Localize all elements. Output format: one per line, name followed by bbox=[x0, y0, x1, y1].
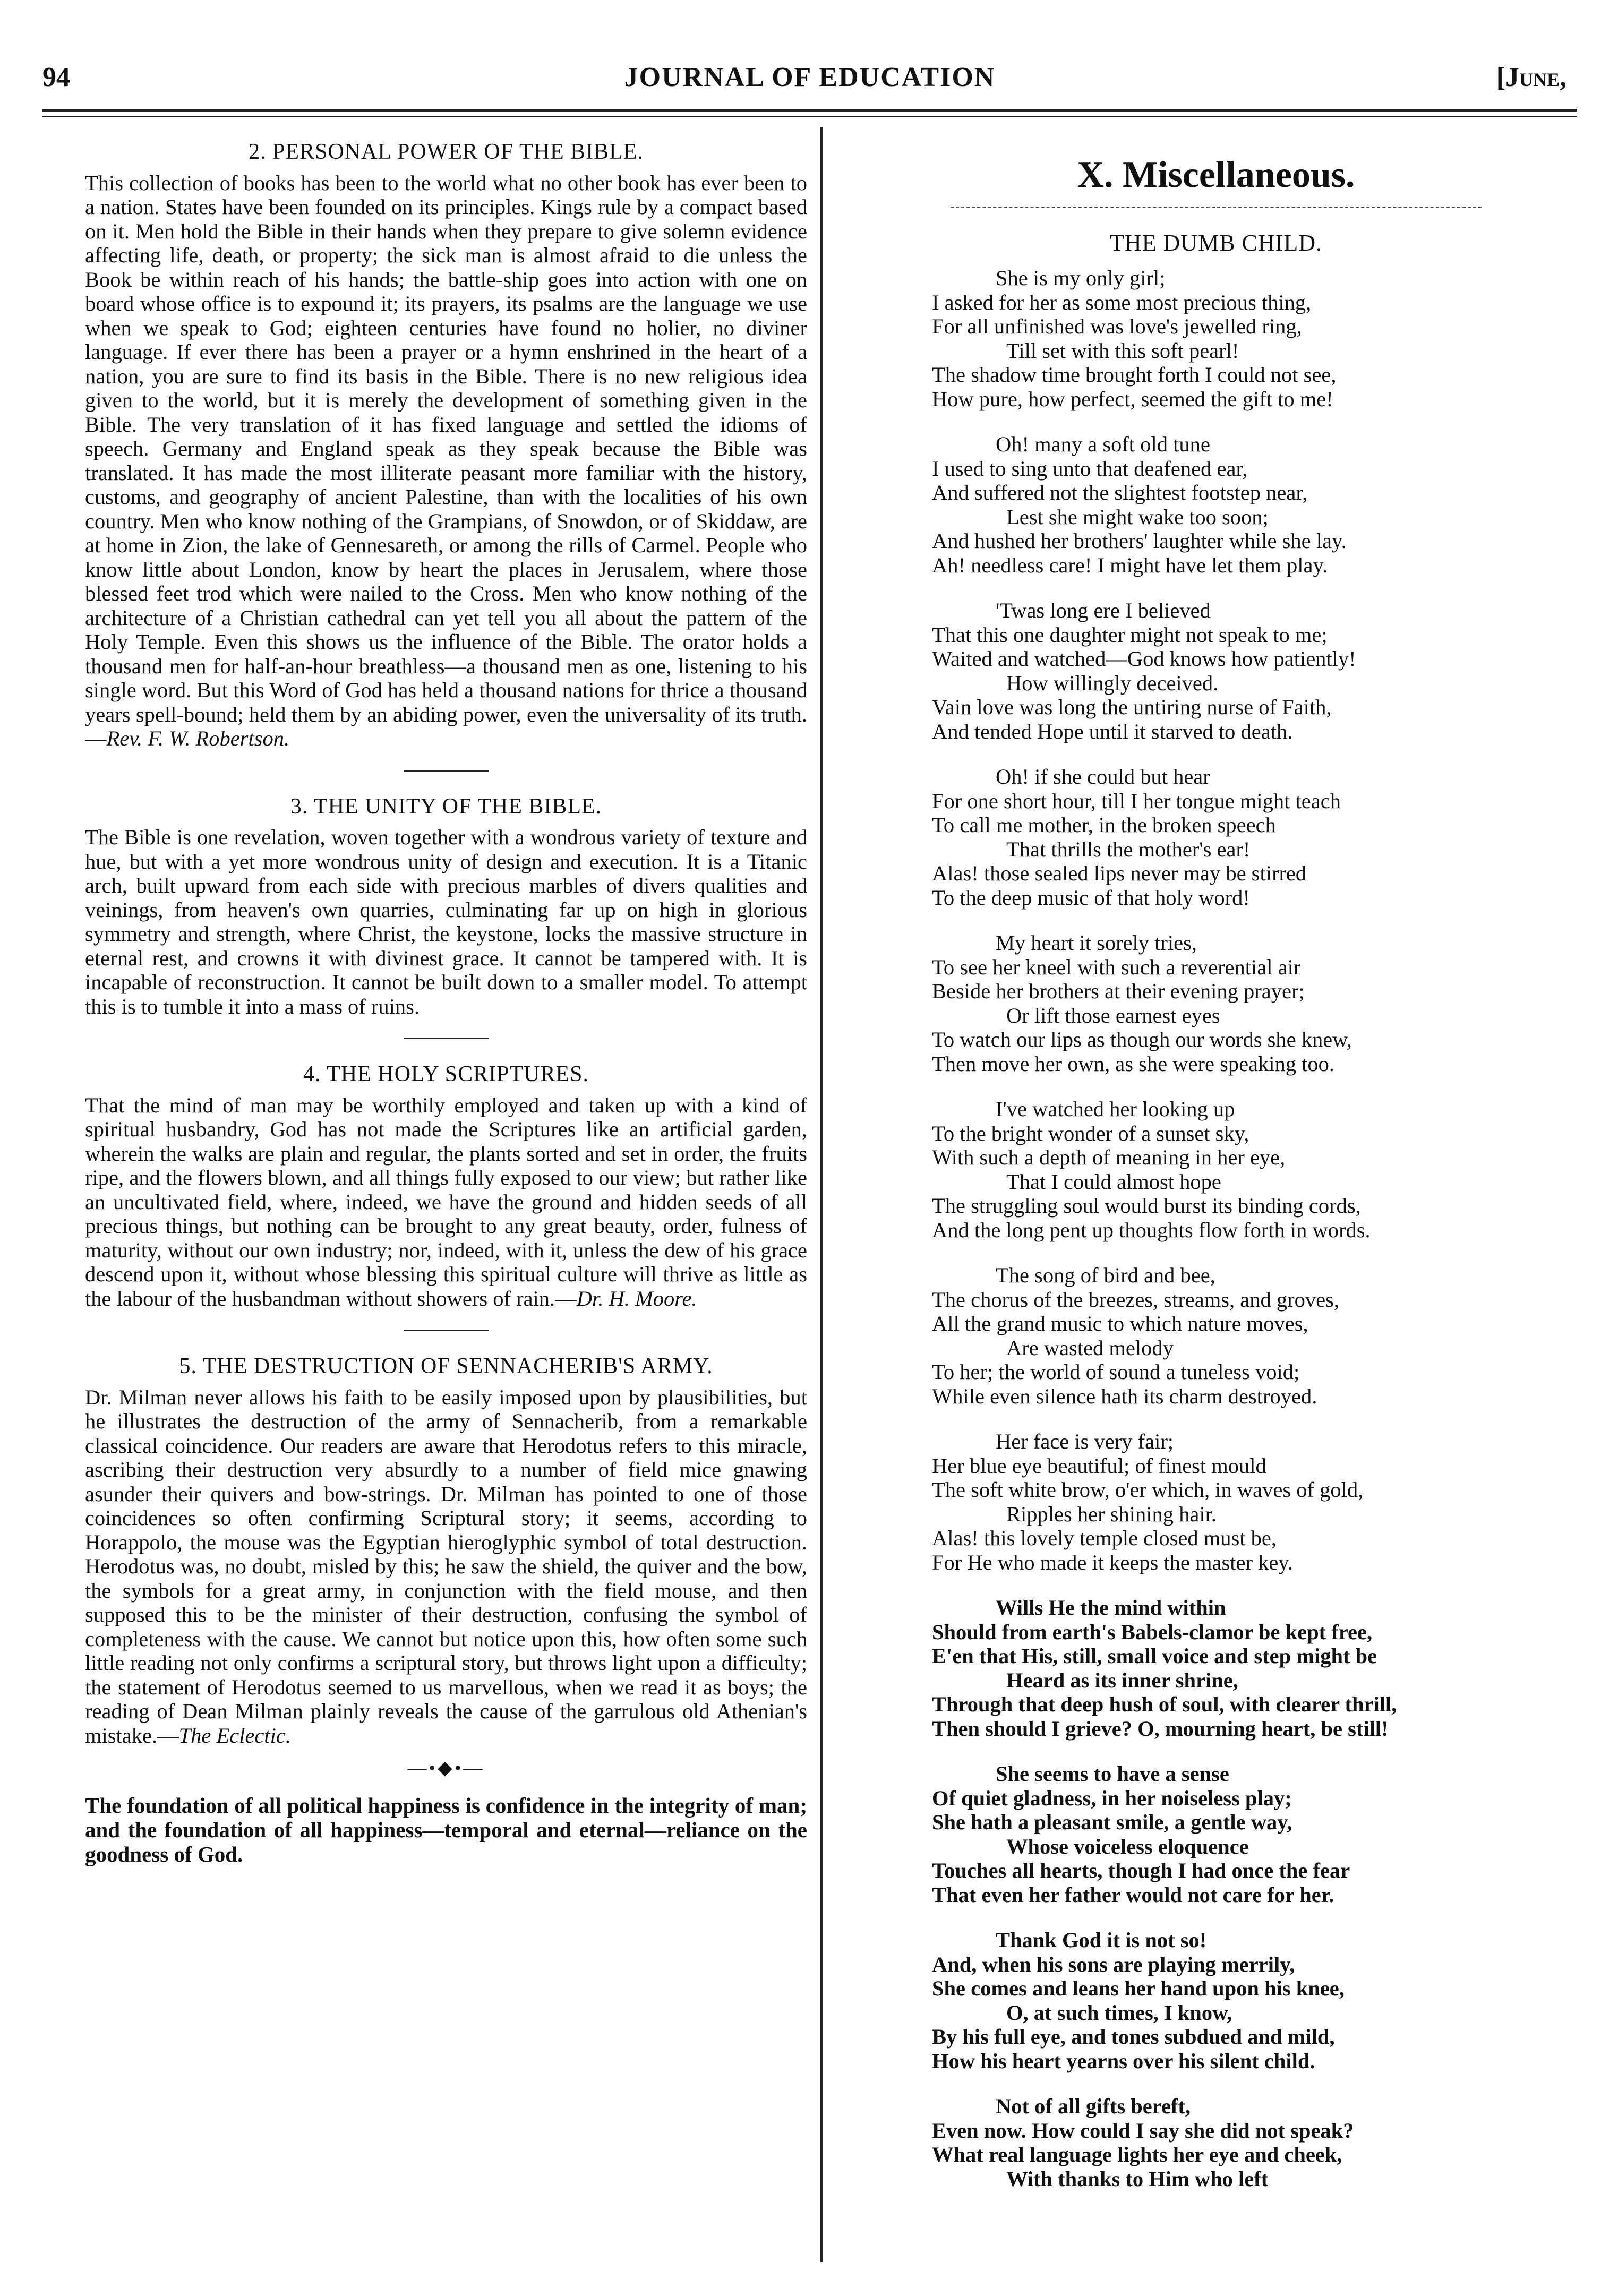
poem-line: Beside her brothers at their evening prayer; bbox=[932, 979, 1305, 1003]
poem-line: How his heart yearns over his silent child. bbox=[932, 2049, 1315, 2073]
section-separator bbox=[404, 1330, 489, 1331]
closing-maxim: The foundation of all political happiness is confidence in the integrity of man; and the foundation of all happiness—temporal and eternal—reliance on the goodness of God. bbox=[85, 1793, 807, 1866]
poem-line: 'Twas long ere I believed bbox=[996, 598, 1211, 622]
poem-line: Should from earth's Babels-clamor be kept free, bbox=[932, 1620, 1373, 1644]
poem-line: All the grand music to which nature moves, bbox=[932, 1312, 1308, 1335]
poem-stanza bbox=[932, 1097, 1582, 1242]
poem-line: Even now. How could I say she did not speak? bbox=[932, 2118, 1354, 2143]
section-body: That the mind of man may be worthily employed and taken up with a kind of spiritual husbandry, God has not made the Scriptures like an artificial garden, wherein the walks are plain and regular, the plants sorted and set in order, the fruits ripe, and the flowers blown, and all things fully exposed to our view; but rather like an uncultivated field, where, indeed, we have the ground and hidden seeds of all precious things, but nothing can be brought to any great beauty, order, fulness of maturity, without our own industry; nor, indeed, with it, unless the dew of his grace descend upon it, without whose blessing this spiritual culture will thrive as little as the labour of the husbandman without showers of rain.—Dr. H. Moore. bbox=[85, 1093, 807, 1310]
poem-line: That even her father would not care for her. bbox=[932, 1882, 1334, 1907]
poem-line: Or lift those earnest eyes bbox=[1006, 1003, 1220, 1027]
miscellaneous-heading: X. Miscellaneous. bbox=[1077, 155, 1355, 195]
section-body: Dr. Milman never allows his faith to be easily imposed upon by plausibilities, but he illustrates the destruction of the army of Sennacherib, from a remarkable classical coincidence. Our readers are aware that Herodotus refers to this miracle, ascribing their destruction very absurdly to a number of field mice gnawing asunder their quivers and bow-strings. Dr. Milman has pointed to one of those coincidences so often confirming Scriptural story; it seems, according to Horappolo, the mouse was the Egyptian hieroglyphic symbol of total destruction. Herodotus was, no doubt, misled by this; he saw the shield, the quiver and the bow, the symbols for a great army, in conjunction with the field mouse, and then supposed this to be the minister of their destruction, confusing the symbol of completeness with the cause. We cannot but notice upon this, how often some such little reading not only confirms a scriptural story, but throws light upon a difficulty; the statement of Herodotus seemed to us marvellous, when we read it as boys; the reading of Dean Milman plainly reveals the cause of the garrulous old Athenian's mistake.—The Eclectic. bbox=[85, 1385, 807, 1747]
poem-line: I used to sing unto that deafened ear, bbox=[932, 456, 1248, 481]
poem-title: THE DUMB CHILD. bbox=[1110, 230, 1322, 256]
poem-line: Oh! many a soft old tune bbox=[996, 432, 1210, 456]
poem-line: Alas! those sealed lips never may be stirred bbox=[932, 861, 1307, 885]
section-separator bbox=[404, 770, 489, 772]
header-rule-thick bbox=[42, 109, 1577, 112]
journal-title: JOURNAL OF EDUCATION bbox=[624, 62, 996, 92]
section-holy-scriptures bbox=[85, 1063, 807, 1310]
poem-line: O, at such times, I know, bbox=[1006, 2000, 1232, 2025]
poem-line: Then move her own, as she were speaking too. bbox=[932, 1051, 1335, 1076]
poem-line: To watch our lips as though our words she knew, bbox=[932, 1027, 1352, 1051]
poem-stanza bbox=[932, 2094, 1582, 2191]
poem-line: Of quiet gladness, in her noiseless play; bbox=[932, 1786, 1292, 1810]
poem-line: Till set with this soft pearl! bbox=[1006, 338, 1239, 363]
section-body: This collection of books has been to the world what no other book has ever been to a nation. States have been founded on its principles. Kings rule by a compact based on it. Men hold the Bible in their hands when they prepare to give solemn evidence affecting life, death, or property; the sick man is almost afraid to die unless the Book be within reach of his hands; the battle-ship goes into action with one on board whose office is to expound it; its prayers, its psalms are the language we use when we speak to God; eighteen centuries have found no holier, no diviner language. If ever there has been a prayer or a hymn enshrined in the heart of a nation, you are sure to find its basis in the Bible. There is no new religious idea given to the world, but it is merely the development of something given in the Bible. The very translation of it has fixed language and settled the idioms of speech. Germany and England speak as they speak because the Bible was translated. It has made the most illiterate peasant more familiar with the history, customs, and geography of ancient Palestine, than with the localities of his own country. Men who know nothing of the Grampians, of Snowdon, or of Skiddaw, are at home in Zion, the lake of Gennesareth, or among the rills of Carmel. People who know little about London, know by heart the places in Jerusalem, where those blessed feet trod which were nailed to the Cross. Men who know nothing of the architecture of a Christian cathedral can yet tell you all about the pattern of the Holy Temple. Even this shows us the influence of the Bible. The orator holds a thousand men for half-an-hour breathless—a thousand men as one, listening to his single word. But this Word of God has held a thousand nations for thrice a thousand years spell-bound; held them by an abiding power, even the universality of its truth.—Rev. F. W. Robertson. bbox=[85, 170, 807, 750]
running-month: [June, bbox=[1496, 62, 1566, 92]
poem-line: She seems to have a sense bbox=[996, 1762, 1229, 1786]
poem-line: She comes and leans her hand upon his knee, bbox=[932, 1976, 1345, 2000]
poem-line: I've watched her looking up bbox=[996, 1097, 1235, 1121]
attribution: Rev. F. W. Robertson. bbox=[106, 726, 290, 750]
section-heading: 2. PERSONAL POWER OF THE BIBLE. bbox=[249, 140, 644, 164]
running-head bbox=[42, 58, 1577, 101]
poem-line: I asked for her as some most precious thing, bbox=[932, 290, 1312, 314]
poem-line: What real language lights her eye and cheek, bbox=[932, 2143, 1342, 2166]
poem-stanza bbox=[932, 931, 1582, 1076]
poem-line: That this one daughter might not speak to me; bbox=[932, 622, 1328, 647]
poem-line: And, when his sons are playing merrily, bbox=[932, 1952, 1295, 1976]
poem-line: Waited and watched—God knows how patiently! bbox=[932, 647, 1356, 671]
poem-line: Lest she might wake too soon; bbox=[1006, 504, 1269, 529]
poem-line: Oh! if she could but hear bbox=[996, 765, 1210, 789]
poem-line: Ripples her shining hair. bbox=[1006, 1502, 1217, 1526]
section-unity bbox=[85, 795, 807, 1019]
poem-stanza bbox=[932, 1928, 1582, 2073]
poem-line: Then should I grieve? O, mourning heart, be still! bbox=[932, 1716, 1389, 1741]
poem-line: Wills He the mind within bbox=[996, 1596, 1226, 1620]
poem-line: And tended Hope until it starved to death. bbox=[932, 719, 1293, 743]
poem-line: How pure, how perfect, seemed the gift to me! bbox=[932, 387, 1333, 411]
poem-line: Not of all gifts bereft, bbox=[996, 2094, 1191, 2118]
page-number: 94 bbox=[42, 62, 70, 92]
poem-line: Ah! needless care! I might have let them play. bbox=[932, 553, 1328, 577]
poem-line: The chorus of the breezes, streams, and groves, bbox=[932, 1287, 1339, 1312]
attribution: The Eclectic. bbox=[178, 1723, 292, 1747]
section-personal-power bbox=[85, 140, 807, 751]
poem-line: The shadow time brought forth I could not see, bbox=[932, 363, 1337, 387]
poem-stanza bbox=[932, 598, 1582, 743]
poem-line: The soft white brow, o'er which, in waves of gold, bbox=[932, 1478, 1364, 1502]
heading-rule bbox=[951, 207, 1482, 208]
poem-line: Whose voiceless eloquence bbox=[1006, 1834, 1249, 1858]
poem-line: With thanks to Him who left bbox=[1006, 2166, 1269, 2191]
poem-line: With such a depth of meaning in her eye, bbox=[932, 1145, 1286, 1169]
poem-line: To the bright wonder of a sunset sky, bbox=[932, 1121, 1249, 1145]
poem-line: The struggling soul would burst its binding cords, bbox=[932, 1194, 1361, 1218]
poem-stanza bbox=[932, 1762, 1582, 1907]
poem-line: To see her kneel with such a reverential air bbox=[932, 955, 1301, 979]
column-divider bbox=[820, 127, 823, 2262]
left-column bbox=[85, 133, 807, 1866]
poem-line: E'en that His, still, small voice and step might be bbox=[932, 1644, 1377, 1668]
poem-line: Thank God it is not so! bbox=[996, 1928, 1207, 1952]
poem-line: And hushed her brothers' laughter while she lay. bbox=[932, 529, 1347, 553]
poem-line: To call me mother, in the broken speech bbox=[932, 813, 1276, 837]
section-separator bbox=[404, 1038, 489, 1039]
poem-line: Alas! this lovely temple closed must be, bbox=[932, 1526, 1277, 1550]
poem-line: She is my only girl; bbox=[996, 266, 1166, 290]
poem-stanza bbox=[932, 1429, 1582, 1574]
poem-line: My heart it sorely tries, bbox=[996, 931, 1197, 955]
poem-line: That I could almost hope bbox=[1006, 1169, 1221, 1194]
poem-line: Heard as its inner shrine, bbox=[1006, 1668, 1238, 1692]
poem-line: The song of bird and bee, bbox=[996, 1263, 1215, 1287]
poem-line: And suffered not the slightest footstep near, bbox=[932, 481, 1308, 504]
section-body: The Bible is one revelation, woven together with a wondrous variety of texture and hue, but with a yet more wondrous unity of design and execution. It is a Titanic arch, built upward from each side with precious marbles of divers qualities and veinings, from heaven's own quarries, culminating far up on high in glorious symmetry and strength, where Christ, the keystone, locks the massive structure in eternal rest, and crowns it with divinest grace. It cannot be tampered with. It is incapable of reconstruction. It cannot be built down to a smaller model. To attempt this is to tumble it into a mass of ruins. bbox=[85, 825, 807, 1018]
poem-line: To the deep music of that holy word! bbox=[932, 885, 1250, 910]
section-heading: 4. THE HOLY SCRIPTURES. bbox=[303, 1062, 589, 1086]
section-sennacherib bbox=[85, 1355, 807, 1747]
poem-line: Her face is very fair; bbox=[996, 1429, 1174, 1453]
poem-line: While even silence hath its charm destroyed. bbox=[932, 1384, 1317, 1408]
poem-line: How willingly deceived. bbox=[1006, 671, 1219, 695]
poem-line: For one short hour, till I her tongue might teach bbox=[932, 789, 1341, 813]
attribution: Dr. H. Moore. bbox=[576, 1286, 697, 1310]
poem-body bbox=[850, 266, 1582, 2191]
poem-line: To her; the world of sound a tuneless void; bbox=[932, 1360, 1300, 1384]
poem-stanza bbox=[932, 432, 1582, 577]
ornament-divider: —•◆•— bbox=[407, 1757, 485, 1778]
poem-line: Are wasted melody bbox=[1006, 1335, 1174, 1360]
poem-line: Vain love was long the untiring nurse of Faith, bbox=[932, 695, 1332, 719]
poem-stanza bbox=[932, 1596, 1582, 1741]
poem-line: Touches all hearts, though I had once the fear bbox=[932, 1858, 1350, 1882]
poem-line: For all unfinished was love's jewelled ring, bbox=[932, 314, 1302, 338]
header-rule-thin bbox=[42, 116, 1577, 117]
right-column bbox=[850, 133, 1582, 2212]
poem-line: By his full eye, and tones subdued and mild, bbox=[932, 2025, 1335, 2049]
section-heading: 5. THE DESTRUCTION OF SENNACHERIB'S ARMY. bbox=[179, 1354, 713, 1378]
poem-line: And the long pent up thoughts flow forth in words. bbox=[932, 1218, 1371, 1242]
poem-line: For He who made it keeps the master key. bbox=[932, 1550, 1294, 1574]
section-heading: 3. THE UNITY OF THE BIBLE. bbox=[290, 794, 602, 819]
poem-stanza bbox=[932, 765, 1582, 910]
poem-line: Through that deep hush of soul, with clearer thrill, bbox=[932, 1692, 1397, 1716]
poem-stanza bbox=[932, 1263, 1582, 1408]
poem-line: That thrills the mother's ear! bbox=[1006, 837, 1251, 861]
poem-stanza bbox=[932, 266, 1582, 411]
poem-line: She hath a pleasant smile, a gentle way, bbox=[932, 1810, 1292, 1834]
poem-line: Her blue eye beautiful; of finest mould bbox=[932, 1453, 1266, 1478]
